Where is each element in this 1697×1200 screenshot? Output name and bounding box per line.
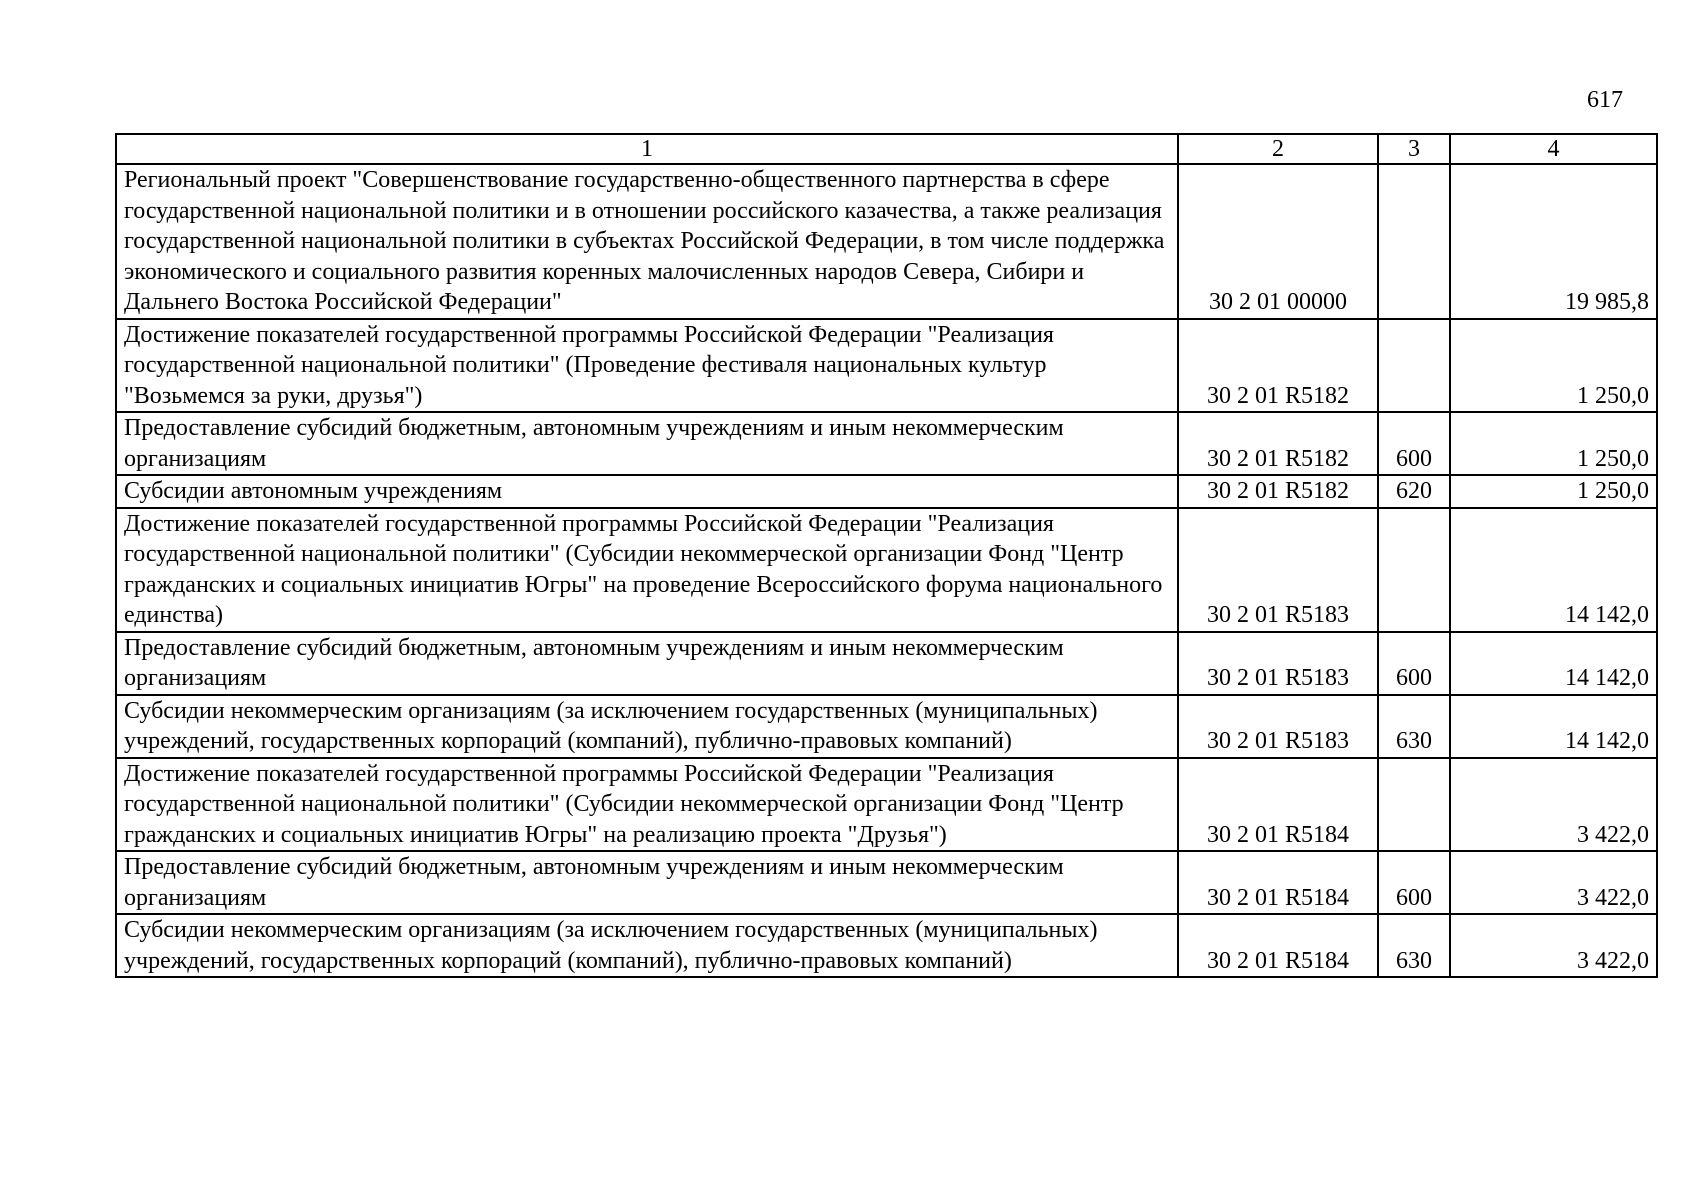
budget-table <box>115 133 1658 978</box>
row-name-cell: Достижение показателей государственной программы Российской Федерации "Реализация государственной национальной политики" (Проведение фестиваля национальных культур "Возьмемся за руки, друзья") <box>116 319 1178 413</box>
row-name-cell: Предоставление субсидий бюджетным, автономным учреждениям и иным некоммерческим организациям <box>116 412 1178 475</box>
row-amount-cell: 3 422,0 <box>1450 914 1657 977</box>
row-type-cell <box>1378 164 1450 319</box>
row-amount-cell: 3 422,0 <box>1450 851 1657 914</box>
row-name-cell: Достижение показателей государственной программы Российской Федерации "Реализация государственной национальной политики" (Субсидии некоммерческой организации Фонд "Центр гражданских и социальных инициатив Югры" на реализацию проекта "Друзья") <box>116 758 1178 852</box>
row-name-cell: Субсидии некоммерческим организациям (за исключением государственных (муниципальных) учреждений, государственных корпораций (компаний), публично-правовых компаний) <box>116 914 1178 977</box>
row-amount-cell: 1 250,0 <box>1450 412 1657 475</box>
table-row <box>116 319 1657 413</box>
column-header-2: 2 <box>1178 134 1378 164</box>
row-type-cell: 630 <box>1378 695 1450 758</box>
table-row <box>116 412 1657 475</box>
row-type-cell: 600 <box>1378 632 1450 695</box>
row-name-cell: Субсидии автономным учреждениям <box>116 475 1178 508</box>
row-name-cell: Предоставление субсидий бюджетным, автономным учреждениям и иным некоммерческим организациям <box>116 851 1178 914</box>
row-amount-cell: 1 250,0 <box>1450 475 1657 508</box>
table-row <box>116 164 1657 319</box>
row-code-cell: 30 2 01 R5184 <box>1178 758 1378 852</box>
row-name-cell: Региональный проект "Совершенствование государственно-общественного партнерства в сфере государственной национальной политики и в отношении российского казачества, а также реализация государственной национальной политики в субъектах Российской Федерации, в том числе поддержка экономического и социального развития коренных малочисленных народов Севера, Сибири и Дальнего Востока Российской Федерации" <box>116 164 1178 319</box>
table-row <box>116 758 1657 852</box>
row-amount-cell: 1 250,0 <box>1450 319 1657 413</box>
row-type-cell: 600 <box>1378 412 1450 475</box>
column-header-1: 1 <box>116 134 1178 164</box>
table-row <box>116 632 1657 695</box>
row-code-cell: 30 2 01 R5183 <box>1178 508 1378 632</box>
row-code-cell: 30 2 01 R5183 <box>1178 695 1378 758</box>
table-row <box>116 851 1657 914</box>
row-type-cell: 630 <box>1378 914 1450 977</box>
row-name-cell: Достижение показателей государственной программы Российской Федерации "Реализация государственной национальной политики" (Субсидии некоммерческой организации Фонд "Центр гражданских и социальных инициатив Югры" на проведение Всероссийского форума национального единства) <box>116 508 1178 632</box>
column-header-3: 3 <box>1378 134 1450 164</box>
row-code-cell: 30 2 01 R5183 <box>1178 632 1378 695</box>
row-code-cell: 30 2 01 R5182 <box>1178 475 1378 508</box>
row-code-cell: 30 2 01 R5182 <box>1178 412 1378 475</box>
table-row <box>116 475 1657 508</box>
row-code-cell: 30 2 01 00000 <box>1178 164 1378 319</box>
table-row <box>116 508 1657 632</box>
row-code-cell: 30 2 01 R5182 <box>1178 319 1378 413</box>
row-amount-cell: 19 985,8 <box>1450 164 1657 319</box>
row-type-cell: 600 <box>1378 851 1450 914</box>
table-row <box>116 914 1657 977</box>
row-type-cell <box>1378 319 1450 413</box>
row-code-cell: 30 2 01 R5184 <box>1178 914 1378 977</box>
table-row <box>116 695 1657 758</box>
row-amount-cell: 14 142,0 <box>1450 508 1657 632</box>
row-name-cell: Субсидии некоммерческим организациям (за исключением государственных (муниципальных) учреждений, государственных корпораций (компаний), публично-правовых компаний) <box>116 695 1178 758</box>
row-name-cell: Предоставление субсидий бюджетным, автономным учреждениям и иным некоммерческим организациям <box>116 632 1178 695</box>
row-amount-cell: 3 422,0 <box>1450 758 1657 852</box>
row-amount-cell: 14 142,0 <box>1450 632 1657 695</box>
page-number: 617 <box>1587 87 1623 113</box>
row-type-cell <box>1378 758 1450 852</box>
row-amount-cell: 14 142,0 <box>1450 695 1657 758</box>
column-header-4: 4 <box>1450 134 1657 164</box>
table-header-row <box>116 134 1657 164</box>
row-code-cell: 30 2 01 R5184 <box>1178 851 1378 914</box>
row-type-cell: 620 <box>1378 475 1450 508</box>
row-type-cell <box>1378 508 1450 632</box>
